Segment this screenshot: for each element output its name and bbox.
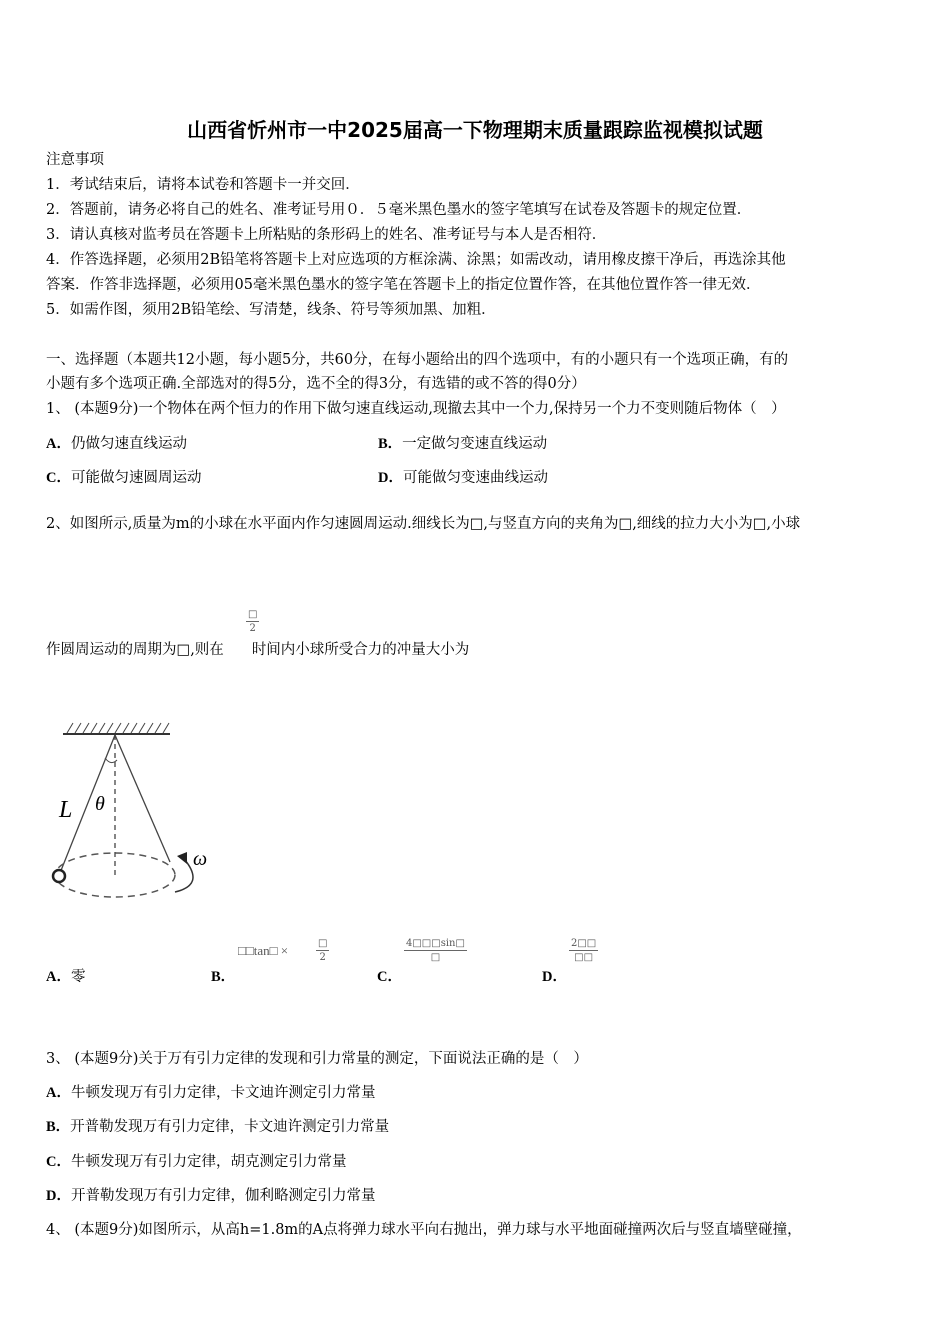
notice-heading: 注意事项 [46,152,104,168]
option-text: 牛顿发现万有引力定律，胡克测定引力常量 [70,1154,347,1170]
section-heading: 小题有多个选项正确.全部选对的得5分，选不全的得3分，有选错的或不答的得0分） [46,376,586,392]
notice-item: 答案．作答非选择题，必须用05毫米黑色墨水的签字笔在答题卡上的指定位置作答，在其他位置作答一律无效． [46,277,761,293]
conical-pendulum-diagram [45,720,225,900]
option-b-formula: □□tan□ × [238,943,289,958]
question-2-stem: 2、如图所示,质量为m的小球在水平面内作匀速圆周运动.细线长为□,与竖直方向的夹角为□,细线的拉力大小为□,小球 [46,516,801,532]
fraction-t-over-2: □ 2 [248,609,258,634]
notice-item: 2．答题前，请务必将自己的姓名、准考证号用０．５毫米黑色墨水的签字笔填写在试卷及答题卡的规定位置． [46,202,752,218]
q1-option-c [46,468,201,488]
option-text: 牛顿发现万有引力定律，卡文迪许测定引力常量 [70,1085,376,1101]
option-label: A． [46,1085,71,1101]
option-label: A． [46,969,71,985]
option-text: 仍做匀速直线运动 [70,436,187,452]
option-label: C． [377,969,402,985]
section-heading: 一、选择题（本题共12小题，每小题5分，共60分，在每小题给出的四个选项中，有的小题只有一个选项正确，有的 [46,352,789,368]
question-4-stem: 4、 (本题9分)如图所示，从高h=1.8m的A点将弹力球水平向右抛出，弹力球与水平地面碰撞两次后与竖直墙壁碰撞， [46,1222,802,1238]
notice-item: 1．考试结束后，请将本试卷和答题卡一并交回． [46,177,360,193]
option-label: B． [46,1119,71,1135]
q1-option-d [378,468,548,488]
q1-option-b [378,434,547,454]
question-2-stem-cont [46,640,469,660]
stem-text: 作圆周运动的周期为□,则在 [46,642,224,658]
option-d-fraction: 2□□ □□ [571,938,597,963]
notice-item: 3．请认真核对监考员在答题卡上所粘贴的条形码上的姓名、准考证号与本人是否相符． [46,227,607,243]
q3-option-c [46,1152,346,1172]
option-label: D． [542,969,567,985]
option-label: B． [211,969,236,985]
q1-option-a [46,434,187,454]
q2-option-a [46,967,85,987]
option-label: A． [46,436,71,452]
label-omega: ω [193,848,208,870]
option-label: B． [378,436,403,452]
option-c-fraction: 4□□□sin□ □ [406,938,465,963]
label-L: L [59,797,73,823]
option-text: 零 [70,969,86,985]
option-b-fraction: □ 2 [318,938,328,963]
option-text: 一定做匀变速直线运动 [402,436,548,452]
notice-item: 4．作答选择题，必须用2B铅笔将答题卡上对应选项的方框涂满、涂黑；如需改动，请用橡皮擦干净后，再选涂其他 [46,252,786,268]
q3-option-b [46,1117,389,1137]
option-text: 可能做匀变速曲线运动 [402,470,548,486]
option-label: D． [378,470,403,486]
option-label: C． [46,1154,71,1170]
question-1-stem: 1、 (本题9分)一个物体在两个恒力的作用下做匀速直线运动,现撤去其中一个力,保持另一个力不变则随后物体（ ） [46,401,786,417]
q3-option-a [46,1083,375,1103]
q2-option-b [211,967,235,987]
q3-option-d [46,1186,375,1206]
stem-text: 时间内小球所受合力的冲量大小为 [251,642,470,658]
option-text: 可能做匀速圆周运动 [70,470,202,486]
option-label: C． [46,470,71,486]
page-title: 山西省忻州市一中2025届高一下物理期末质量跟踪监视模拟试题 [187,118,763,142]
option-label: D． [46,1188,71,1204]
notice-item: 5．如需作图，须用2B铅笔绘、写清楚，线条、符号等须加黑、加粗． [46,302,496,318]
q2-option-d [542,967,567,987]
q2-option-c [377,967,402,987]
option-text: 开普勒发现万有引力定律，卡文迪许测定引力常量 [70,1119,390,1135]
question-3-stem: 3、 (本题9分)关于万有引力定律的发现和引力常量的测定，下面说法正确的是（ ） [46,1051,588,1067]
label-theta: θ [95,793,105,815]
option-text: 开普勒发现万有引力定律，伽利略测定引力常量 [70,1188,376,1204]
